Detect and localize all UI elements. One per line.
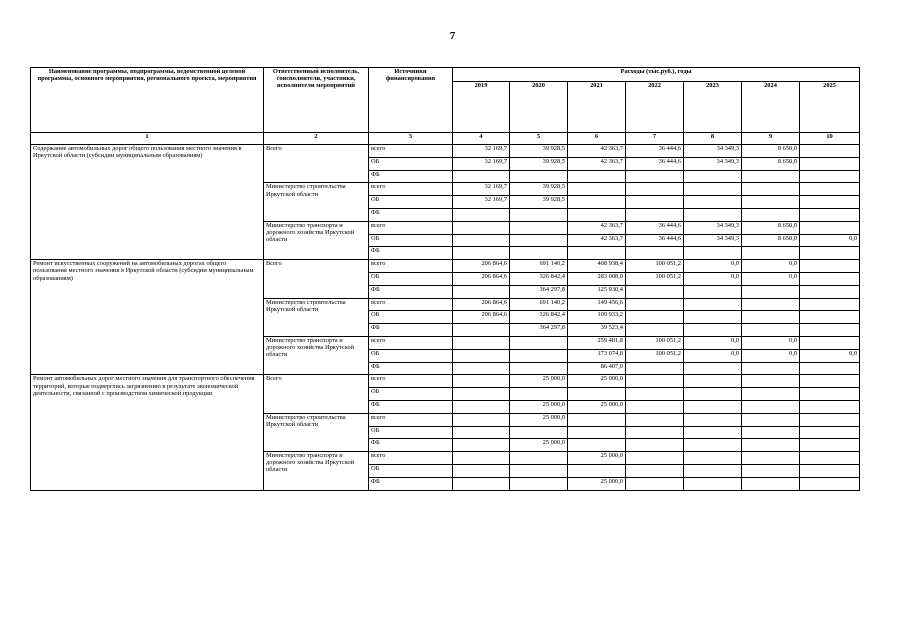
amount-cell	[684, 452, 742, 465]
amount-cell	[453, 400, 510, 413]
amount-cell: 125 930,4	[568, 285, 626, 298]
column-number: 4	[453, 133, 510, 145]
amount-cell: 408 938,4	[568, 260, 626, 273]
source-cell: всего	[369, 183, 453, 196]
source-cell: ФБ	[369, 362, 453, 375]
source-cell: ФБ	[369, 170, 453, 183]
amount-cell: 100 051,2	[626, 272, 684, 285]
amount-cell	[800, 477, 860, 490]
amount-cell	[568, 439, 626, 452]
amount-cell: 32 169,7	[453, 196, 510, 209]
amount-cell: 691 140,2	[510, 260, 568, 273]
amount-cell: 364 297,8	[510, 285, 568, 298]
amount-cell	[800, 196, 860, 209]
source-cell: ФБ	[369, 285, 453, 298]
amount-cell	[453, 439, 510, 452]
source-cell: всего	[369, 221, 453, 234]
amount-cell	[626, 183, 684, 196]
amount-cell	[626, 247, 684, 260]
amount-cell	[742, 400, 800, 413]
header-name: Наименование программы, подпрограммы, ведомственной целевой программы, основного мероприятия, регионального проекта, мероприятия	[31, 68, 264, 133]
amount-cell: 326 842,4	[510, 272, 568, 285]
column-number: 9	[742, 133, 800, 145]
amount-cell	[510, 170, 568, 183]
amount-cell: 283 008,0	[568, 272, 626, 285]
amount-cell: 8 650,0	[742, 157, 800, 170]
amount-cell: 0,0	[742, 336, 800, 349]
amount-cell: 173 074,8	[568, 349, 626, 362]
amount-cell: 109 933,2	[568, 311, 626, 324]
executor-cell: Всего	[264, 375, 369, 413]
amount-cell	[684, 375, 742, 388]
source-cell: всего	[369, 260, 453, 273]
amount-cell	[453, 426, 510, 439]
amount-cell	[800, 452, 860, 465]
header-year: 2021	[568, 82, 626, 133]
amount-cell	[510, 362, 568, 375]
amount-cell	[568, 183, 626, 196]
amount-cell	[800, 285, 860, 298]
amount-cell	[684, 170, 742, 183]
amount-cell	[568, 247, 626, 260]
amount-cell	[684, 477, 742, 490]
amount-cell: 0,0	[684, 336, 742, 349]
amount-cell	[684, 413, 742, 426]
amount-cell	[742, 477, 800, 490]
amount-cell: 206 864,6	[453, 311, 510, 324]
source-cell: всего	[369, 145, 453, 158]
amount-cell	[453, 247, 510, 260]
page-number: 7	[449, 30, 456, 42]
amount-cell	[568, 208, 626, 221]
amount-cell: 39 928,5	[510, 196, 568, 209]
amount-cell	[453, 324, 510, 337]
source-cell: ФБ	[369, 477, 453, 490]
amount-cell: 32 169,7	[453, 157, 510, 170]
amount-cell: 8 650,0	[742, 234, 800, 247]
amount-cell	[453, 375, 510, 388]
amount-cell	[800, 260, 860, 273]
amount-cell: 25 000,0	[510, 400, 568, 413]
amount-cell	[800, 362, 860, 375]
amount-cell	[684, 362, 742, 375]
amount-cell	[453, 464, 510, 477]
amount-cell	[453, 362, 510, 375]
amount-cell	[684, 196, 742, 209]
amount-cell: 34 349,3	[684, 157, 742, 170]
amount-cell: 36 444,6	[626, 234, 684, 247]
amount-cell	[800, 324, 860, 337]
amount-cell	[684, 388, 742, 401]
amount-cell: 0,0	[800, 234, 860, 247]
amount-cell: 25 000,0	[568, 400, 626, 413]
amount-cell	[742, 285, 800, 298]
amount-cell: 0,0	[684, 349, 742, 362]
amount-cell	[510, 388, 568, 401]
header-year: 2019	[453, 82, 510, 133]
amount-cell	[742, 196, 800, 209]
source-cell: ФБ	[369, 400, 453, 413]
column-number: 6	[568, 133, 626, 145]
amount-cell	[800, 247, 860, 260]
amount-cell	[453, 221, 510, 234]
executor-cell: Министерство транспорта и дорожного хозяйства Иркутской области	[264, 452, 369, 490]
amount-cell: 42 363,7	[568, 145, 626, 158]
amount-cell: 0,0	[742, 349, 800, 362]
amount-cell	[684, 285, 742, 298]
executor-cell: Всего	[264, 260, 369, 298]
amount-cell	[453, 388, 510, 401]
executor-cell: Всего	[264, 145, 369, 183]
amount-cell	[453, 477, 510, 490]
amount-cell	[626, 311, 684, 324]
amount-cell	[626, 324, 684, 337]
amount-cell	[510, 336, 568, 349]
amount-cell	[800, 400, 860, 413]
header-year: 2020	[510, 82, 568, 133]
amount-cell	[800, 413, 860, 426]
amount-cell	[510, 221, 568, 234]
amount-cell	[626, 362, 684, 375]
source-cell: ОБ	[369, 349, 453, 362]
amount-cell	[626, 426, 684, 439]
header-source: Источники финансирования	[369, 68, 453, 133]
amount-cell	[453, 336, 510, 349]
amount-cell	[626, 477, 684, 490]
executor-cell: Министерство строительства Иркутской области	[264, 298, 369, 336]
amount-cell	[800, 170, 860, 183]
source-cell: всего	[369, 452, 453, 465]
amount-cell: 36 444,6	[626, 157, 684, 170]
amount-cell	[568, 464, 626, 477]
amount-cell	[510, 426, 568, 439]
header-year: 2023	[684, 82, 742, 133]
amount-cell: 326 842,4	[510, 311, 568, 324]
amount-cell	[453, 452, 510, 465]
header-expenses: Расходы (тыс.руб.), годы	[453, 68, 860, 82]
column-number: 5	[510, 133, 568, 145]
amount-cell: 42 363,7	[568, 157, 626, 170]
amount-cell	[510, 208, 568, 221]
amount-cell	[742, 170, 800, 183]
column-number: 8	[684, 133, 742, 145]
amount-cell	[684, 183, 742, 196]
header-year: 2022	[626, 82, 684, 133]
amount-cell	[626, 170, 684, 183]
amount-cell: 0,0	[742, 272, 800, 285]
amount-cell	[684, 439, 742, 452]
amount-cell: 25 000,0	[510, 375, 568, 388]
amount-cell	[742, 439, 800, 452]
amount-cell	[684, 400, 742, 413]
amount-cell: 691 140,2	[510, 298, 568, 311]
executor-cell: Министерство строительства Иркутской области	[264, 413, 369, 451]
amount-cell: 34 349,3	[684, 145, 742, 158]
source-cell: ОБ	[369, 311, 453, 324]
amount-cell	[800, 311, 860, 324]
amount-cell: 36 444,6	[626, 145, 684, 158]
amount-cell	[684, 298, 742, 311]
amount-cell	[800, 336, 860, 349]
amount-cell	[742, 413, 800, 426]
amount-cell	[742, 464, 800, 477]
table-row	[31, 375, 860, 388]
amount-cell: 8 650,0	[742, 221, 800, 234]
amount-cell	[453, 170, 510, 183]
amount-cell	[742, 388, 800, 401]
amount-cell: 25 000,0	[568, 452, 626, 465]
amount-cell	[568, 170, 626, 183]
amount-cell: 34 349,3	[684, 234, 742, 247]
amount-cell	[684, 208, 742, 221]
amount-cell	[684, 464, 742, 477]
amount-cell: 25 000,0	[568, 375, 626, 388]
amount-cell: 206 864,6	[453, 260, 510, 273]
table-row	[31, 260, 860, 273]
header-executor: Ответственный исполнитель, соисполнители, участники, исполнители мероприятий	[264, 68, 369, 133]
amount-cell	[684, 311, 742, 324]
amount-cell: 39 523,4	[568, 324, 626, 337]
amount-cell: 206 864,6	[453, 272, 510, 285]
header-year: 2025	[800, 82, 860, 133]
amount-cell	[626, 285, 684, 298]
amount-cell	[742, 311, 800, 324]
amount-cell	[800, 439, 860, 452]
budget-table	[30, 67, 860, 491]
amount-cell: 0,0	[742, 260, 800, 273]
table-row	[31, 145, 860, 158]
source-cell: ОБ	[369, 426, 453, 439]
amount-cell	[742, 247, 800, 260]
amount-cell	[626, 208, 684, 221]
amount-cell	[510, 349, 568, 362]
amount-cell	[800, 157, 860, 170]
amount-cell	[568, 426, 626, 439]
amount-cell: 34 349,3	[684, 221, 742, 234]
column-number: 3	[369, 133, 453, 145]
amount-cell	[800, 426, 860, 439]
source-cell: ФБ	[369, 247, 453, 260]
source-cell: ОБ	[369, 234, 453, 247]
amount-cell: 100 051,2	[626, 260, 684, 273]
amount-cell	[453, 208, 510, 221]
column-number: 1	[31, 133, 264, 145]
amount-cell	[800, 375, 860, 388]
amount-cell	[800, 145, 860, 158]
amount-cell: 25 000,0	[568, 477, 626, 490]
amount-cell	[568, 196, 626, 209]
amount-cell: 32 169,7	[453, 183, 510, 196]
amount-cell: 0,0	[684, 272, 742, 285]
amount-cell: 42 363,7	[568, 221, 626, 234]
source-cell: ОБ	[369, 196, 453, 209]
source-cell: всего	[369, 413, 453, 426]
amount-cell	[626, 413, 684, 426]
column-number: 10	[800, 133, 860, 145]
amount-cell	[626, 196, 684, 209]
amount-cell	[800, 208, 860, 221]
amount-cell	[684, 247, 742, 260]
amount-cell	[568, 413, 626, 426]
amount-cell: 206 864,6	[453, 298, 510, 311]
header-year: 2024	[742, 82, 800, 133]
amount-cell	[510, 234, 568, 247]
source-cell: всего	[369, 375, 453, 388]
amount-cell: 364 297,8	[510, 324, 568, 337]
amount-cell	[510, 452, 568, 465]
measure-name: Содержание автомобильных дорог общего пользования местного значения в Иркутской области (субсидии муниципальным образованиям)	[31, 145, 264, 260]
amount-cell: 149 456,6	[568, 298, 626, 311]
amount-cell	[742, 452, 800, 465]
amount-cell	[800, 183, 860, 196]
amount-cell	[453, 285, 510, 298]
measure-name: Ремонт искусственных сооружений на автомобильных дорогах общего пользования местного значения в Иркутской области (субсидии муниципальным образованиям)	[31, 260, 264, 375]
source-cell: ОБ	[369, 388, 453, 401]
amount-cell	[453, 234, 510, 247]
amount-cell	[510, 477, 568, 490]
amount-cell	[800, 272, 860, 285]
source-cell: всего	[369, 336, 453, 349]
amount-cell	[568, 388, 626, 401]
amount-cell	[742, 426, 800, 439]
amount-cell: 39 928,5	[510, 145, 568, 158]
amount-cell	[684, 426, 742, 439]
source-cell: ОБ	[369, 157, 453, 170]
source-cell: всего	[369, 298, 453, 311]
amount-cell	[626, 439, 684, 452]
amount-cell	[510, 247, 568, 260]
source-cell: ФБ	[369, 439, 453, 452]
amount-cell	[684, 324, 742, 337]
amount-cell	[800, 388, 860, 401]
amount-cell	[742, 324, 800, 337]
amount-cell	[626, 298, 684, 311]
amount-cell	[510, 464, 568, 477]
amount-cell	[800, 221, 860, 234]
amount-cell: 86 407,0	[568, 362, 626, 375]
amount-cell	[626, 400, 684, 413]
amount-cell: 32 169,7	[453, 145, 510, 158]
amount-cell: 42 363,7	[568, 234, 626, 247]
amount-cell: 0,0	[684, 260, 742, 273]
amount-cell: 25 000,0	[510, 413, 568, 426]
amount-cell	[742, 183, 800, 196]
amount-cell	[453, 349, 510, 362]
column-number: 2	[264, 133, 369, 145]
column-number: 7	[626, 133, 684, 145]
executor-cell: Министерство транспорта и дорожного хозяйства Иркутской области	[264, 336, 369, 374]
amount-cell	[800, 298, 860, 311]
amount-cell: 259 481,8	[568, 336, 626, 349]
amount-cell	[626, 388, 684, 401]
amount-cell	[800, 464, 860, 477]
measure-name: Ремонт автомобильных дорог местного значения для транспортного обеспечения территорий, которые подверглись загрязнению в результате экономической деятельности, связанной с производством химической продукции	[31, 375, 264, 490]
amount-cell	[626, 452, 684, 465]
table-body	[31, 145, 860, 491]
amount-cell	[626, 375, 684, 388]
source-cell: ОБ	[369, 464, 453, 477]
amount-cell: 36 444,6	[626, 221, 684, 234]
amount-cell: 8 650,0	[742, 145, 800, 158]
amount-cell	[742, 208, 800, 221]
amount-cell: 100 051,2	[626, 349, 684, 362]
amount-cell: 100 051,2	[626, 336, 684, 349]
amount-cell: 39 928,5	[510, 183, 568, 196]
source-cell: ФБ	[369, 208, 453, 221]
source-cell: ОБ	[369, 272, 453, 285]
amount-cell	[626, 464, 684, 477]
amount-cell	[742, 375, 800, 388]
amount-cell: 0,0	[800, 349, 860, 362]
amount-cell	[742, 362, 800, 375]
amount-cell	[742, 298, 800, 311]
executor-cell: Министерство строительства Иркутской области	[264, 183, 369, 221]
source-cell: ФБ	[369, 324, 453, 337]
amount-cell	[453, 413, 510, 426]
amount-cell: 39 928,5	[510, 157, 568, 170]
executor-cell: Министерство транспорта и дорожного хозяйства Иркутской области	[264, 221, 369, 259]
amount-cell: 25 000,0	[510, 439, 568, 452]
